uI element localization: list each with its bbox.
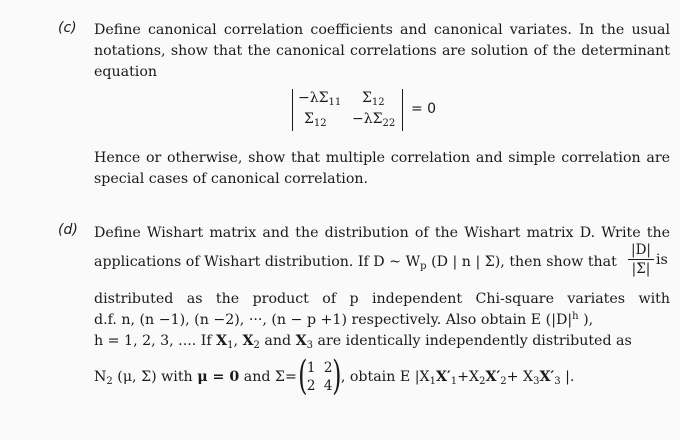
part-d-label: (d): [58, 222, 78, 238]
part-d-line-2: applications of Wishart distribution. If D ~ $W_p$ (D | n | Σ), then show that: [94, 254, 617, 272]
determinant-equation: $-\lambda\Sigma_{11}$ $\Sigma_{12}$ $\Sigma_{12}$ $-\lambda\Sigma_{22}$: [292, 87, 404, 133]
det-a11: −λΣ: [298, 90, 329, 106]
part-c-line-3: equation: [94, 64, 157, 80]
part-d-line-3: distributed as the product of p independent Chi-square variates with: [94, 291, 670, 307]
det-a12: Σ: [362, 90, 372, 106]
part-d-line-5: h = 1, 2, 3, .... If $X_1$, $X_2$ and $X_3$ are identically independently distributed as: [94, 333, 632, 351]
part-d-line-2-end: is: [656, 252, 668, 268]
part-c-line-4: Hence or otherwise, show that multiple correlation and simple correlation are: [94, 150, 670, 166]
part-c-line-5: special cases of canonical correlation.: [94, 171, 369, 187]
sigma-matrix: ( ) 1 2 2 4: [297, 353, 342, 399]
det-rhs: = 0: [411, 101, 437, 117]
det-a22: −λΣ: [352, 111, 383, 127]
det-a21: Σ: [304, 111, 314, 127]
part-c-line-2: notations, show that the canonical correlations are solution of the determinant: [94, 43, 670, 59]
fraction-d-sigma: |D| |Σ|: [628, 241, 654, 278]
part-d-line-6: $N_2$ (μ, Σ) with μ = 0 and Σ= ( ) 1 2 2 4 , obtain E $|X_1X'_1+X_2X'_2+ X_3X'_3$ |.: [94, 353, 575, 399]
part-d-line-1: Define Wishart matrix and the distribution of the Wishart matrix D. Write the: [94, 225, 670, 241]
part-c-line-1: Define canonical correlation coefficients and canonical variates. In the usual: [94, 22, 670, 38]
part-c-label: (c): [58, 20, 77, 36]
part-d-line-4: d.f. n, (n −1), (n −2), ···, (n − p +1) respectively. Also obtain E ($|D|^h$ ),: [94, 311, 594, 328]
